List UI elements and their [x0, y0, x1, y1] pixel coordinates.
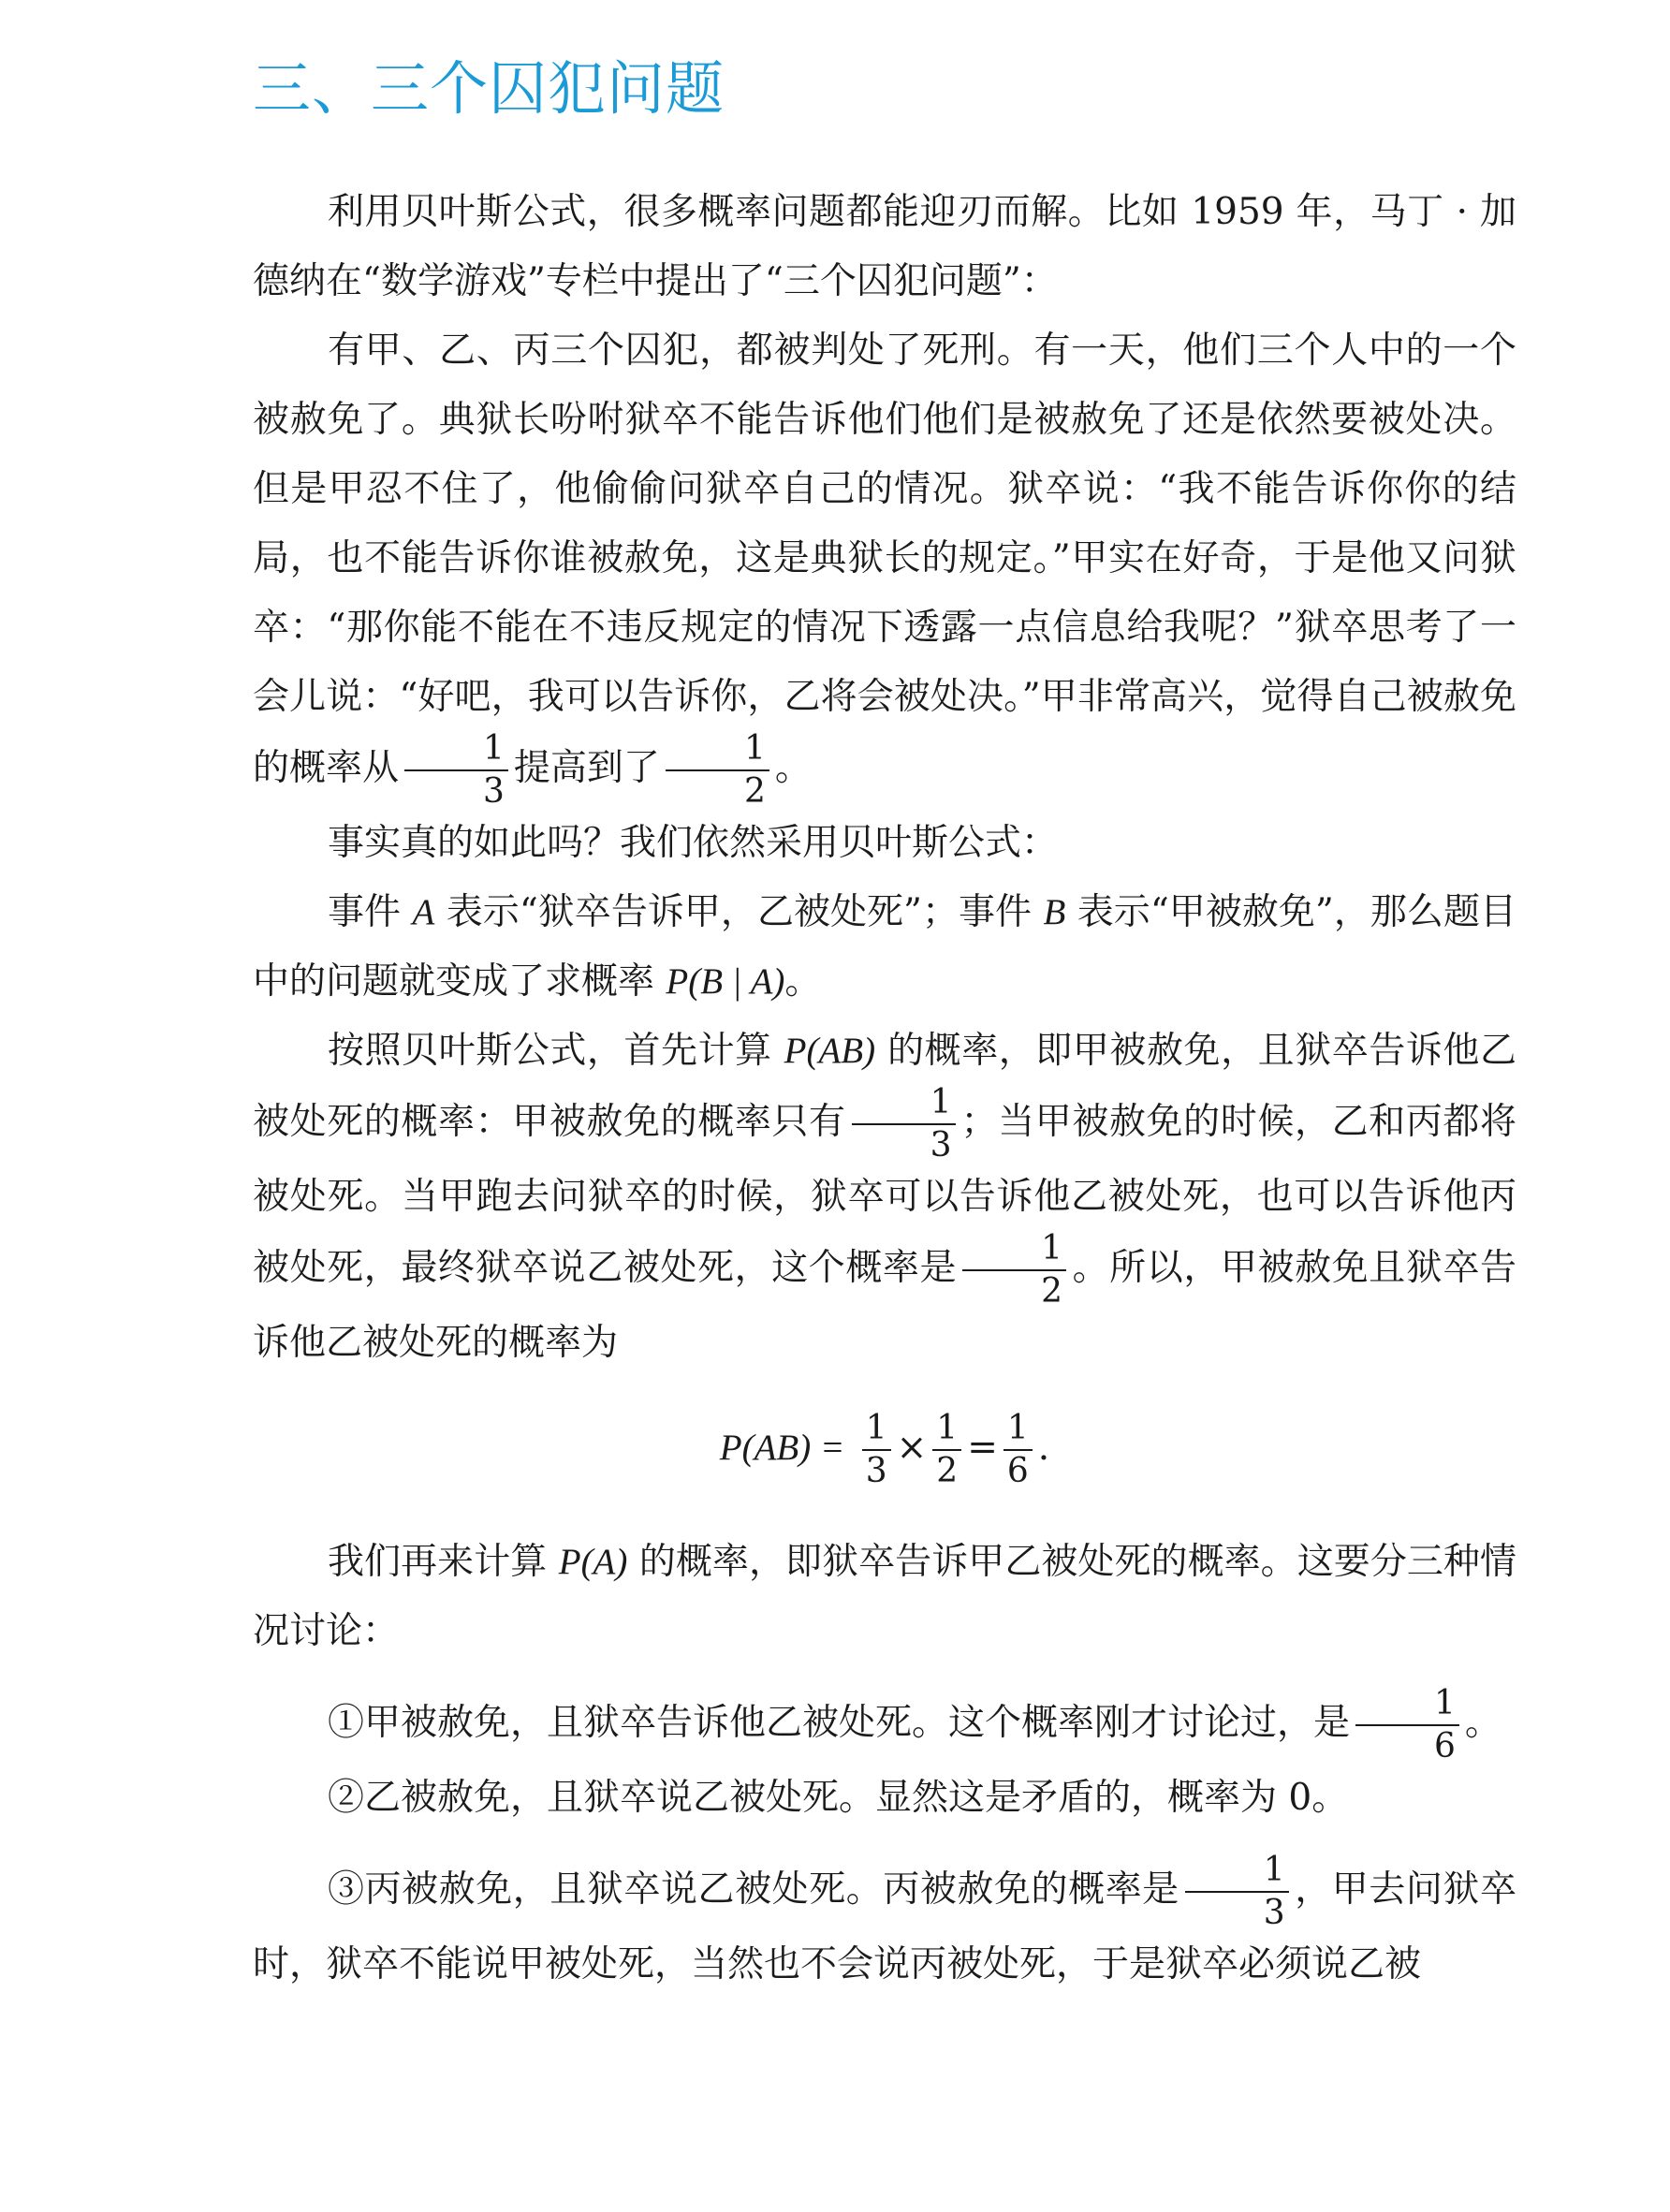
- paragraph-intro: 利用贝叶斯公式，很多概率问题都能迎刃而解。比如 1959 年，马丁 · 加德纳在“数学游戏”专栏中提出了“三个囚犯问题”：: [253, 191, 1516, 302]
- paragraph-pa: 我们再来计算 P(A) 的概率，即狱卒告诉甲乙被处死的概率。这要分三种情况讨论：: [253, 1541, 1516, 1652]
- story-text: 有甲、乙、丙三个囚犯，都被判处了死刑。有一天，他们三个人中的一个被赦免了。典狱长吩咐狱卒不能告诉他们他们是被赦免了还是依然要被处决。但是甲忍不住了，他偷偷问狱卒自己的情况。狱卒说：“我不能告诉你你的结局，也不能告诉你谁被赦免，这是典狱长的规定。”甲实在好奇，于是他又问狱卒：“那你能不能在不违反规定的情况下透露一点信息给我呢？”狱卒思考了一会儿说：“好吧，我可以告诉你，乙将会被处决。”甲非常高兴，觉得自己被赦免的概率从: [253, 330, 1516, 789]
- fraction-one-third: $\frac{1}{3}$: [404, 732, 508, 809]
- paragraph-question: 事实真的如此吗？我们依然采用贝叶斯公式：: [328, 822, 1059, 864]
- expr-p-a: P(A): [558, 1542, 628, 1582]
- body-text: [253, 178, 1516, 2000]
- expr-p-ab: P(AB): [784, 1031, 876, 1071]
- case-3: ③丙被赦免，且狱卒说乙被处死。丙被赦免的概率是 $\frac{1}{3}$ ，甲去问狱卒时，狱卒不能说甲被处死，当然也不会说丙被处死，于是狱卒必须说乙被: [253, 1851, 1516, 1985]
- section-heading: 三、三个囚犯问题: [253, 54, 725, 123]
- paragraph-events: 事件 A 表示“狱卒告诉甲，乙被处死”；事件 B 表示“甲被赦免”，那么题目中的问题就变成了求概率 P(B | A)。: [253, 891, 1516, 1003]
- case-1: ①甲被赦免，且狱卒告诉他乙被处死。这个概率刚才讨论过，是 $\frac{1}{6}$ 。: [328, 1684, 1502, 1765]
- expr-p-b-given-a: P(B | A): [666, 961, 785, 1002]
- event-b: B: [1043, 892, 1066, 932]
- fraction-one-half: $\frac{1}{2}$: [962, 1232, 1066, 1309]
- equation-p-ab: P(AB) = $\frac{1}{3}$ × $\frac{1}{2}$ = $\frac{1}{6}$ .: [719, 1409, 1050, 1490]
- event-a: A: [412, 892, 435, 932]
- story-mid: 提高到了: [513, 747, 660, 789]
- fraction-one-sixth: $\frac{1}{6}$: [1355, 1687, 1459, 1764]
- paragraph-pab: 按照贝叶斯公式，首先计算 P(AB) 的概率，即甲被赦免，且狱卒告诉他乙被处死的概率：甲被赦免的概率只有 $\frac{1}{3}$ ；当甲被赦免的时候，乙和丙都将被处死。当甲跑去问狱卒的时候，狱卒可以告诉他乙被处死，也可以告诉他丙被处死，最终狱卒说乙被处死，这个概率是 $\frac{1}{2}$ 。所以，甲被赦免且狱卒告诉他乙被处死的概率为: [253, 1030, 1516, 1364]
- case-2: ②乙被赦免，且狱卒说乙被处死。显然这是矛盾的，概率为 0。: [328, 1777, 1349, 1819]
- paragraph-story: 有甲、乙、丙三个囚犯，都被判处了死刑。有一天，他们三个人中的一个被赦免了。典狱长吩咐狱卒不能告诉他们他们是被赦免了还是依然要被处决。但是甲忍不住了，他偷偷问狱卒自己的情况。狱卒说：“我不能告诉你你的结局，也不能告诉你谁被赦免，这是典狱长的规定。”甲实在好奇，于是他又问狱卒：“那你能不能在不违反规定的情况下透露一点信息给我呢？”狱卒思考了一会儿说：“好吧，我可以告诉你，乙将会被处决。”甲非常高兴，觉得自己被赦免的概率从 $\frac{1}{3}$ 提高到了 $\frac{1}{2}$ 。: [253, 330, 1516, 811]
- fraction-one-half: $\frac{1}{2}$: [666, 732, 769, 809]
- fraction-one-third: $\frac{1}{3}$: [1185, 1853, 1289, 1930]
- fraction-one-third: $\frac{1}{3}$: [852, 1086, 956, 1163]
